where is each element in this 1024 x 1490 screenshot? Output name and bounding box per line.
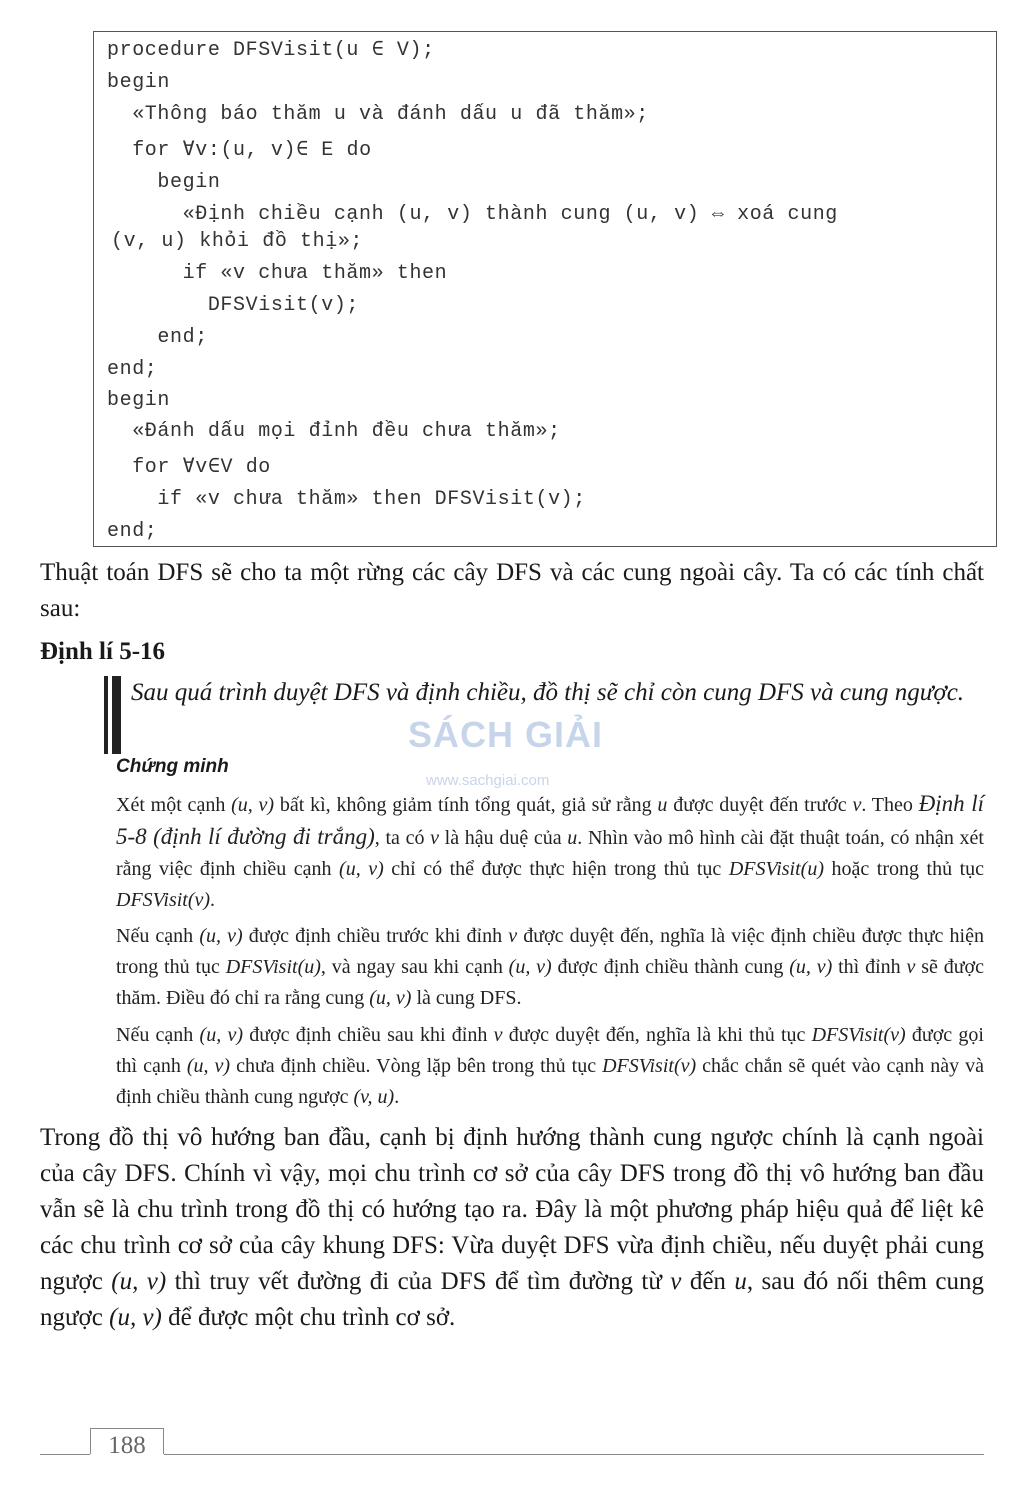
math: (u, v): [508, 956, 552, 978]
text: , và ngay sau khi cạnh: [320, 956, 509, 978]
theorem-bar: [112, 676, 121, 754]
text: được định chiều trước khi đỉnh: [242, 925, 509, 947]
text: được định chiều sau khi đỉnh: [242, 1024, 494, 1046]
math: DFSVisit(u): [225, 956, 321, 978]
page-number: 188: [108, 1432, 146, 1459]
code-line: «Định chiều cạnh (u, v) thành cung (u, v) ⇔ xoá cung: [107, 203, 838, 226]
code-line: begin: [107, 171, 221, 194]
code-line: (v, u) khỏi đồ thị»;: [111, 230, 364, 253]
text: bất kì, không giảm tính tổng quát, giả sử rằng: [274, 794, 658, 816]
math: v: [493, 1024, 503, 1046]
text: được duyệt đến, nghĩa là việc định chiều được thực hiện trong thủ tục: [116, 925, 984, 978]
theorem-statement: Sau quá trình duyệt DFS và định chiều, đồ thị sẽ chỉ còn cung DFS và cung ngược.: [131, 679, 965, 706]
math: v: [670, 1268, 682, 1295]
text: được gọi thì cạnh: [116, 1024, 984, 1077]
code-line: if «v chưa thăm» then DFSVisit(v);: [107, 488, 586, 511]
math: DFSVisit(u): [728, 858, 824, 880]
math: v: [852, 794, 862, 816]
closing-paragraph: [40, 1120, 984, 1336]
text: Nếu cạnh: [116, 925, 200, 947]
text: Nếu cạnh: [116, 1024, 200, 1046]
code-line: end;: [107, 326, 208, 349]
math: (u, v): [111, 1268, 167, 1295]
proof-paragraph-3: [116, 1020, 984, 1113]
text: . Theo: [861, 794, 919, 816]
text: chắc chắn sẽ quét vào cạnh này và định chiều thành cung ngược: [116, 1055, 984, 1108]
code-line: end;: [107, 520, 158, 543]
text: Xét một cạnh: [116, 794, 232, 816]
math: (u, v): [186, 1055, 231, 1077]
text: được duyệt đến, nghĩa là khi thủ tục: [502, 1024, 812, 1046]
text: .: [210, 889, 216, 911]
footer-rule-left: [40, 1454, 90, 1455]
text: là hậu duệ của: [439, 827, 568, 849]
code-line: begin: [107, 71, 171, 94]
code-line: DFSVisit(v);: [107, 294, 360, 317]
watermark-url: www.sachgiai.com: [426, 772, 550, 789]
text: , sau đó nối thêm cung ngược: [40, 1268, 984, 1331]
code-line: for ∀v:(u, v)∈ E do: [107, 139, 372, 162]
code-line: if «v chưa thăm» then: [107, 262, 448, 285]
code-line: procedure DFSVisit(u ∈ V);: [107, 39, 435, 62]
text: hoặc trong thủ tục: [824, 858, 985, 880]
footer-rule-right: [164, 1454, 984, 1455]
text: chưa định chiều. Vòng lặp bên trong thủ tục: [230, 1055, 603, 1077]
text: . Nhìn vào mô hình cài đặt thuật toán, có nhận xét rằng việc định chiều cạnh: [116, 827, 984, 880]
math: (u, v): [339, 858, 384, 880]
text: là cung DFS.: [411, 987, 522, 1009]
math: DFSVisit(v): [602, 1055, 697, 1077]
math: (u, v): [109, 1304, 162, 1331]
math: v: [906, 956, 916, 978]
math: (u, v): [369, 987, 412, 1009]
text: thì truy vết đường đi của DFS để tìm đường từ: [166, 1268, 671, 1295]
text: Trong đồ thị vô hướng ban đầu, cạnh bị định hướng thành cung ngược chính là cạnh ngoài của cây DFS. Chính vì vậy, mọi chu trình cơ sở của cây DFS trong đồ thị vô hướng ban đầu vẫn sẽ là chu trình trong đồ thị có hướng tạo ra. Đây là một phương pháp hiệu quả để liệt kê các chu trình cơ sở của cây khung DFS: Vừa duyệt DFS vừa định chiều, nếu duyệt phải cung ngược: [40, 1124, 984, 1295]
math: u: [657, 794, 668, 816]
math: v: [430, 827, 440, 849]
math: DFSVisit(v): [811, 1024, 906, 1046]
code-line: «Thông báo thăm u và đánh dấu u đã thăm»;: [107, 103, 649, 126]
math: (u, v): [789, 956, 833, 978]
code-line: end;: [107, 358, 158, 381]
math: (u, v): [199, 1024, 243, 1046]
math: (u, v): [199, 925, 243, 947]
pseudocode-box: [93, 31, 997, 547]
math: (u, v): [231, 794, 275, 816]
math: u: [734, 1268, 747, 1295]
text: chỉ có thể được thực hiện trong thủ tục: [383, 858, 729, 880]
watermark-brand: SÁCH GIẢI: [408, 714, 604, 755]
text: , ta có: [374, 827, 431, 849]
text: .: [394, 1086, 400, 1108]
text: được duyệt đến trước: [667, 794, 853, 816]
text: thì đỉnh: [832, 956, 907, 978]
math: v: [508, 925, 518, 947]
intro-paragraph: Thuật toán DFS sẽ cho ta một rừng các cây DFS và các cung ngoài cây. Ta có các tính chất sau:: [40, 559, 984, 622]
math: u: [567, 827, 578, 849]
theorem-bar: [104, 676, 108, 754]
theorem-reference: Định lí 5-8 (định lí đường đi trắng): [116, 791, 984, 849]
text: được định chiều thành cung: [551, 956, 790, 978]
watermark-logo: [408, 700, 618, 800]
text: đến: [681, 1268, 735, 1295]
code-line: begin: [107, 389, 171, 412]
text: sẽ được thăm. Điều đó chỉ ra rằng cung: [116, 956, 985, 1009]
proof-paragraph-2: [116, 921, 984, 1014]
code-line: for ∀v∈V do: [107, 456, 271, 479]
proof-title: Chứng minh: [116, 756, 229, 777]
math: (v, u): [353, 1086, 395, 1108]
theorem-title: Định lí 5-16: [40, 638, 166, 665]
math: DFSVisit(v): [116, 889, 211, 911]
code-line: «Đánh dấu mọi đỉnh đều chưa thăm»;: [107, 420, 561, 443]
proof-paragraph-1: [116, 788, 984, 916]
text: để được một chu trình cơ sở.: [161, 1304, 456, 1331]
